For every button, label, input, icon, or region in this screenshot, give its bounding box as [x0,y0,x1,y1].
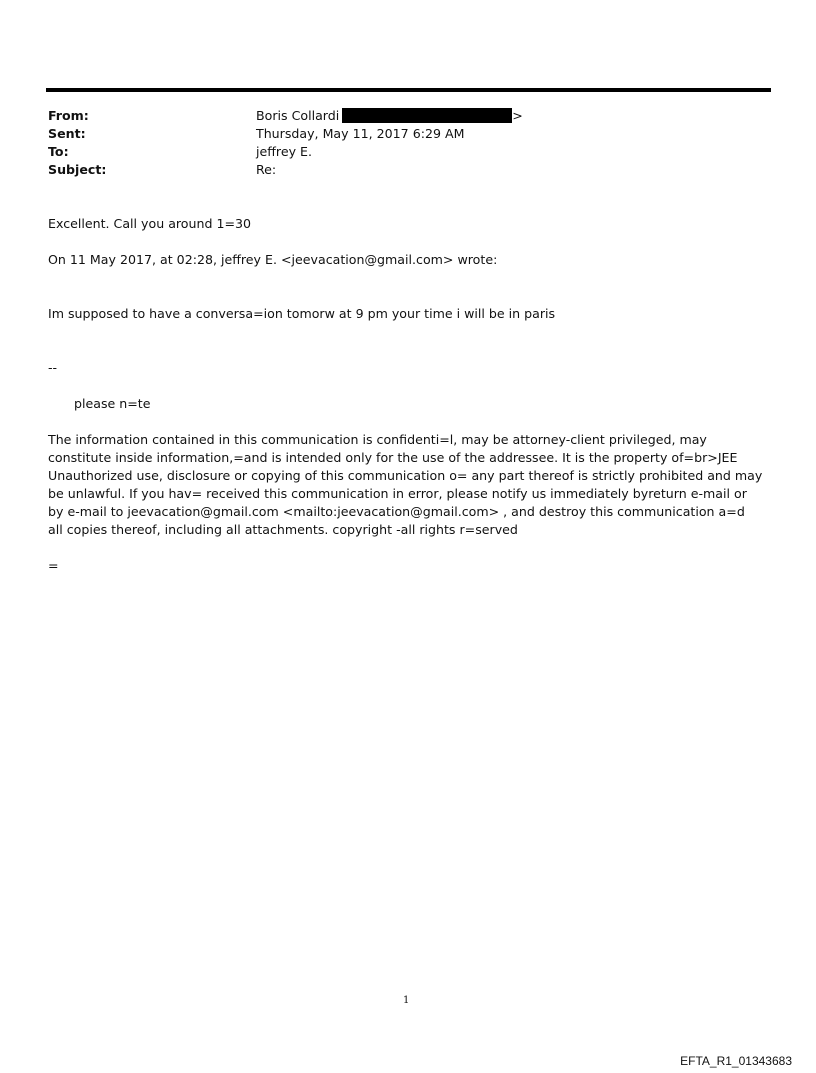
document-id: EFTA_R1_01343683 [680,1054,792,1068]
to-label: To: [48,144,69,159]
reply-text: Excellent. Call you around 1=30 [48,216,252,231]
email-header [48,107,748,179]
from-row [48,107,748,125]
to-value: jeffrey E. [256,144,312,159]
disclaimer-text: The information contained in this communication is confidenti=l, may be attorney-client privileged, may constitute inside information,=and is intended only for the use of the addressee. It is the property of=br>JEE Unauthorized use, disclosure or copying of this communication o= any part thereof is strictly prohibited and may be unlawful. If you hav= received this communication in error, please notify us immediately byreturn e-mail or by e-mail to jeevacation@gmail.com <mailto:jeevacation@gmail.com> , and destroy this communication a=d all copies thereof, including all attachments. copyright -all rights r=served [48,432,763,537]
from-label: From: [48,108,89,123]
subject-row [48,161,748,179]
trailing-char: = [48,558,59,573]
page-number: 1 [403,995,410,1006]
sent-value: Thursday, May 11, 2017 6:29 AM [256,126,465,141]
sent-label: Sent: [48,126,86,141]
subject-label: Subject: [48,162,107,177]
sent-row [48,125,748,143]
original-message: Im supposed to have a conversa=ion tomorw at 9 pm your time i will be in paris [48,306,556,321]
header-divider [46,88,771,92]
subject-value: Re: [256,162,277,177]
from-value [256,107,523,125]
quote-intro: On 11 May 2017, at 02:28, jeffrey E. <jeevacation@gmail.com> wrote: [48,252,498,267]
sender-name: Boris Collardi [256,108,340,123]
please-note: please n=te [74,396,151,411]
signature-separator: -- [48,360,58,375]
redaction-block [342,108,512,123]
to-row [48,143,748,161]
from-suffix: > [512,108,523,123]
